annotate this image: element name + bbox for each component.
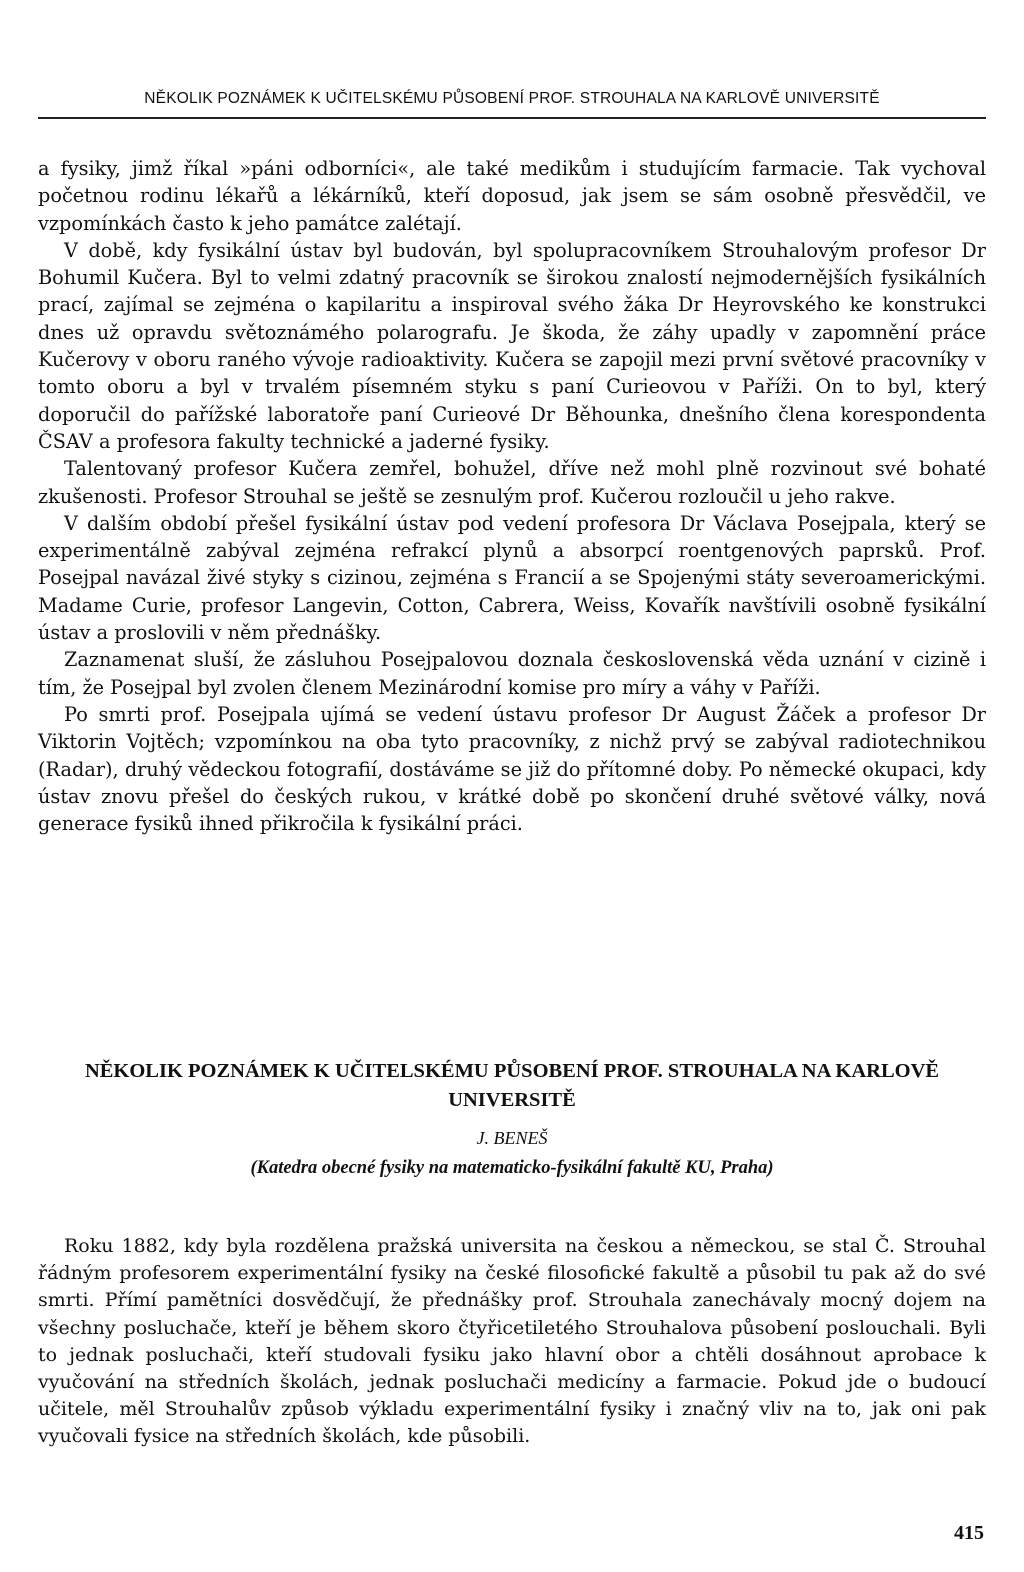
page-number: 415: [954, 1522, 984, 1544]
running-head: NĚKOLIK POZNÁMEK K UČITELSKÉMU PŮSOBENÍ PROF. STROUHALA NA KARLOVĚ UNIVERSITĚ: [144, 90, 880, 107]
previous-article-text: [38, 155, 986, 837]
paragraph: Po smrti prof. Posejpala ujímá se vedení ústavu profesor Dr August Žáček a profesor Dr Viktorin Vojtěch; vzpomínkou na oba tyto pracovníky, z nichž prvý se zabýval radiotechnikou (Radar), druhý vědeckou fotografií, dostáváme se již do přítomné doby. Po německé okupaci, kdy ústav znovu přešel do českých rukou, v krátké době po skončení druhé světové války, nová generace fysiků ihned přikročila k fysikální práci.: [38, 702, 986, 836]
article-affiliation: (Katedra obecné fysiky na matematicko-fysikální fakultě KU, Praha): [250, 1158, 774, 1178]
paragraph: V době, kdy fysikální ústav byl budován, byl spolupracovníkem Strouhalovým profesor Dr Bohumil Kučera. Byl to velmi zdatný pracovník se širokou znalostí nejmodernějších fysikálních prací, zajímal se zejména o kapilaritu a inspiroval svého žáka Dr Heyrovského ke konstrukci dnes už opravdu světoznámého polarografu. Je škoda, že záhy upadly v zapomnění práce Kučerovy v oboru raného vývoje radioaktivity. Kučera se zapojil mezi první světové pracovníky v tomto oboru a byl v trvalém písemném styku s paní Curieovou v Paříži. On to byl, který doporučil do pařížské laboratoře paní Curieové Dr Běhounka, dnešního člena korespondenta ČSAV a profesora fakulty technické a jaderné fysiky.: [38, 238, 986, 453]
paragraph: Talentovaný profesor Kučera zemřel, bohužel, dříve než mohl plně rozvinout své bohaté zkušenosti. Profesor Strouhal se ještě se zesnulým prof. Kučerou rozloučil u jeho rakve.: [38, 457, 986, 508]
header-rule: [38, 117, 986, 119]
paragraph: Roku 1882, kdy byla rozdělena pražská universita na českou a německou, se stal Č. Strouhal řádným profesorem experimentální fysiky na české filosofické fakultě a působil tu pak až do své smrti. Přímí pamětníci dosvědčují, že přednášky prof. Strouhala zanechávaly mocný dojem na všechny posluchače, kteří je během skoro čtyřicetiletého Strouhalova působení poslouchali. Byli to jednak posluchači, kteří studovali fysiku jako hlavní obor a chtěli dosáhnout aprobace k vyučování na středních školách, jednak posluchači medicíny a farmacie. Pokud jde o budoucí učitele, měl Strouhalův způsob výkladu experimentální fysiky i značný vliv na to, jak oni pak vyučovali fysice na středních školách, kde působili.: [38, 1235, 986, 1448]
article-body: [38, 1233, 986, 1451]
paragraph: Zaznamenat sluší, že zásluhou Posejpalovou doznala československá věda uznání v cizině i tím, že Posejpal byl zvolen členem Mezinárodní komise pro míry a váhy v Paříži.: [38, 648, 986, 699]
paragraph: a fysiky, jimž říkal »páni odborníci«, ale také medikům i studujícím farmacie. Tak vychoval početnou rodinu lékařů a lékárníků, kteří doposud, jak jsem se sám osobně přesvědčil, ve vzpomínkách často k jeho památce zalétají.: [38, 157, 986, 235]
article-title: NĚKOLIK POZNÁMEK K UČITELSKÉMU PŮSOBENÍ PROF. STROUHALA NA KARLOVĚ UNIVERSITĚ: [84, 1060, 940, 1111]
paragraph: V dalším období přešel fysikální ústav pod vedení profesora Dr Václava Posejpala, který se experimentálně zabýval zejména refrakcí plynů a absorpcí roentgenových paprsků. Prof. Posejpal navázal živé styky s cizinou, zejména s Francií a se Spojenými státy severoamerickými. Madame Curie, profesor Langevin, Cotton, Cabrera, Weiss, Kovařík navštívili osobně fysikální ústav a proslovili v něm přednášky.: [38, 511, 986, 645]
article-author: J. BENEŠ: [476, 1128, 548, 1148]
